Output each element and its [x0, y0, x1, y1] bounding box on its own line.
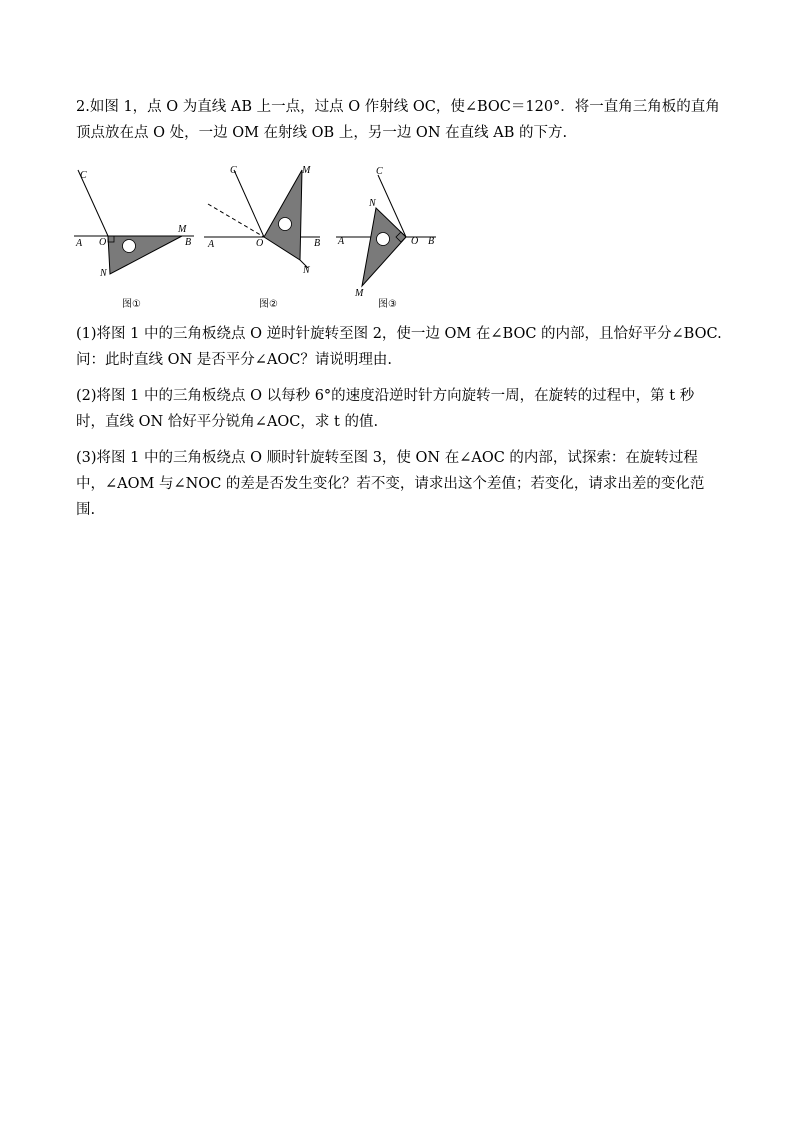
question-3: (3)将图 1 中的三角板绕点 O 顺时针旋转至图 3，使 ON 在∠AOC 的内部，试探索：在旋转过程中，∠AOM 与∠NOC 的差是否发生变化？若不变，请求出这个差值；若变化，请求出差的变化范围.: [76, 450, 705, 518]
triangle-ruler: [362, 208, 406, 286]
dashed-line: [208, 204, 264, 237]
point-label: N: [303, 265, 310, 276]
problem-intro: 2.如图 1，点 O 为直线 AB 上一点，过点 O 作射线 OC，使∠BOC＝120°．将一直角三角板的直角顶点放在点 O 处，一边 OM 在射线 OB 上，另一边 ON 在直线 AB 的下方.: [76, 99, 720, 141]
point-label: C: [80, 170, 87, 181]
ruler-hole: [377, 233, 390, 246]
figure-group: [72, 158, 452, 318]
ruler-hole: [279, 218, 292, 231]
figure-1: [74, 170, 194, 310]
point-label: N: [100, 268, 107, 279]
point-label: O: [411, 236, 419, 247]
point-label: M: [302, 165, 311, 176]
triangle-ruler: [264, 170, 302, 260]
point-label: C: [230, 165, 237, 176]
point-label: O: [99, 237, 107, 248]
point-label: A: [338, 236, 345, 247]
point-label: B: [185, 237, 192, 248]
figure-caption: 图①: [122, 299, 141, 310]
point-label: B: [428, 236, 435, 247]
question-1: (1)将图 1 中的三角板绕点 O 逆时针旋转至图 2，使一边 OM 在∠BOC 的内部，且恰好平分∠BOC.问：此时直线 ON 是否平分∠AOC？请说明理由.: [76, 326, 722, 368]
triangle-ruler: [108, 236, 182, 274]
figures-svg: [72, 158, 452, 318]
figure-3: [336, 166, 436, 310]
point-label: N: [369, 198, 376, 209]
question-2: (2)将图 1 中的三角板绕点 O 以每秒 6°的速度沿逆时针方向旋转一周，在旋转的过程中，第 t 秒时，直线 ON 恰好平分锐角∠AOC，求 t 的值.: [76, 388, 695, 430]
point-label: M: [178, 224, 187, 235]
ruler-hole: [123, 240, 136, 253]
point-label: A: [76, 238, 83, 249]
point-label: A: [208, 239, 215, 250]
figure-caption: 图②: [259, 299, 278, 310]
figure-2: [204, 165, 320, 310]
point-label: B: [314, 238, 321, 249]
point-label: O: [256, 238, 264, 249]
ray-oc: [234, 170, 264, 237]
figure-caption: 图③: [378, 299, 397, 310]
point-label: M: [355, 288, 364, 299]
point-label: C: [376, 166, 383, 177]
